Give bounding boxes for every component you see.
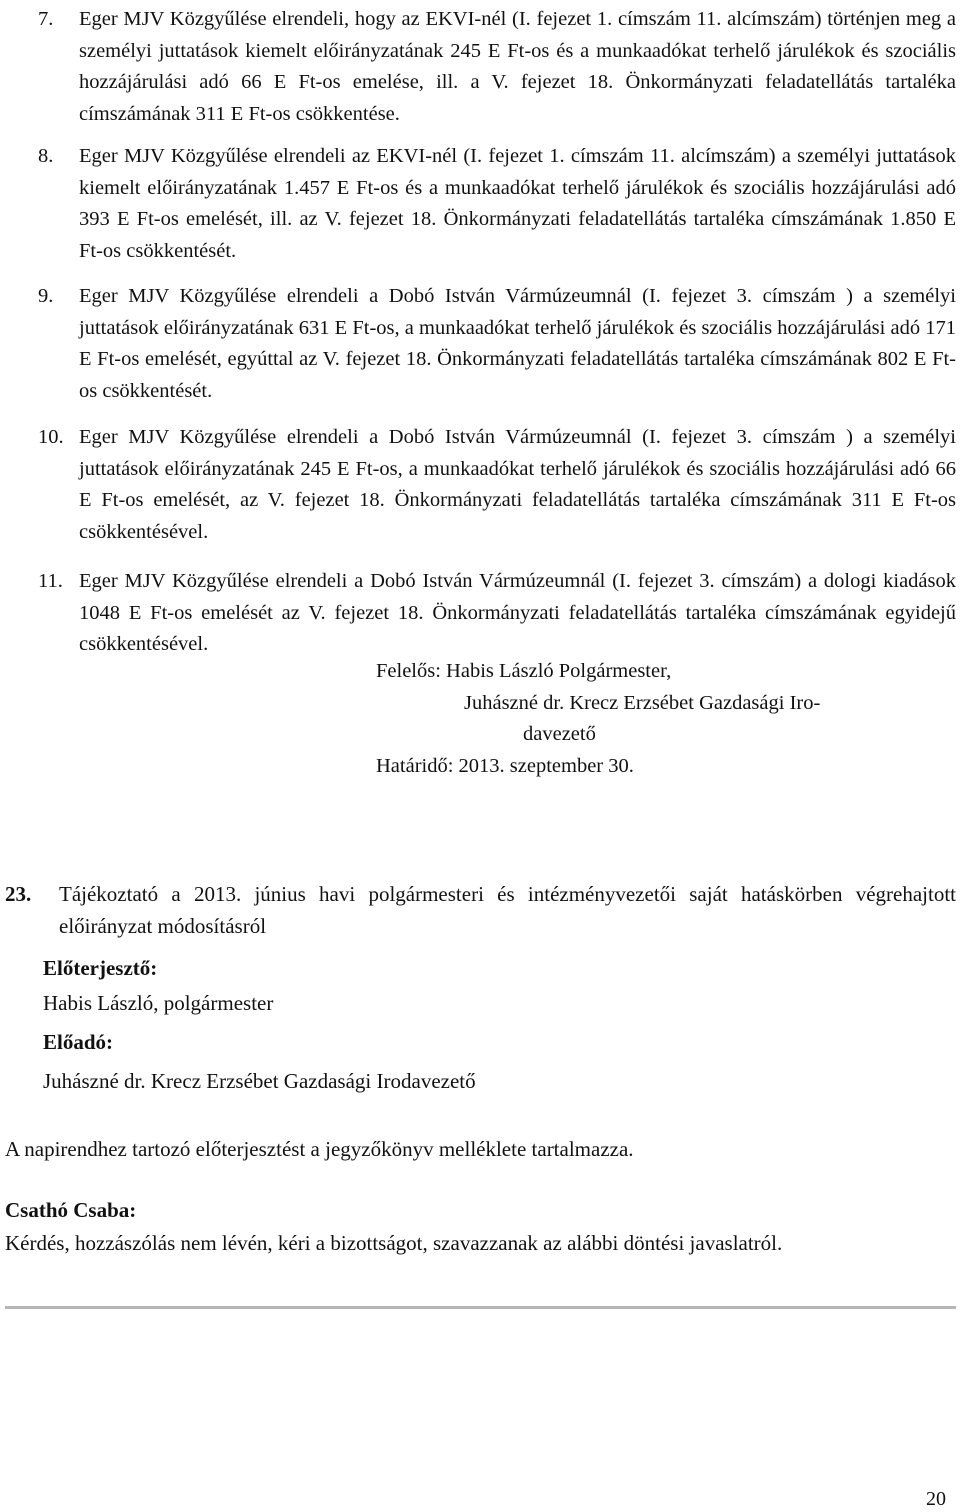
item-text: Eger MJV Közgyűlése elrendeli a Dobó István Vármúzeumnál (I. fejezet 3. címszám) a dologi kiadások 1048 E Ft-os emelését az V. fejezet 18. Önkormányzati feladatellátás tartaléka címszámának egyidejű csökkentésével.: [79, 570, 956, 655]
chair-text: Kérdés, hozzászólás nem lévén, kéri a bizottságot, szavazzanak az alábbi döntési javaslatról.: [5, 1231, 783, 1255]
item-number: 10.: [38, 426, 64, 448]
item-number: 7.: [38, 8, 54, 30]
chair-label: Csathó Csaba:: [5, 1198, 137, 1222]
item-text: Eger MJV Közgyűlése elrendeli a Dobó István Vármúzeumnál (I. fejezet 3. címszám ) a személyi juttatások előirányzatának 631 E Ft-os, a munkaadókat terhelő járulékok és szociális hozzájárulási adó 171 E Ft-os emelését, egyúttal az V. fejezet 18. Önkormányzati feladatellátás tartaléka címszámának 802 E Ft-os csökkentését.: [79, 285, 956, 402]
presenter-name: Habis László, polgármester: [43, 991, 274, 1015]
presenter-label: Előterjesztő:: [43, 956, 158, 980]
agenda-title: Tájékoztató a 2013. június havi polgármesteri és intézményvezetői saját hatáskörben végrehajtott előirányzat módosításról: [59, 882, 956, 938]
deadline: Határidő: 2013. szeptember 30.: [376, 754, 634, 777]
page-number: 20: [926, 1488, 946, 1510]
attachment-note: A napirendhez tartozó előterjesztést a jegyzőkönyv melléklete tartalmazza.: [5, 1137, 634, 1161]
item-text: Eger MJV Közgyűlése elrendeli, hogy az EKVI-nél (I. fejezet 1. címszám 11. alcímszám) történjen meg a személyi juttatások kiemelt előirányzatának 245 E Ft-os és a munkaadókat terhelő járulékok és szociális hozzájárulási adó 66 E Ft-os emelése, ill. a V. fejezet 18. Önkormányzati feladatellátás tartaléka címszámának 311 E Ft-os csökkentése.: [79, 8, 956, 125]
speaker-label: Előadó:: [43, 1030, 114, 1054]
responsible-block: [376, 656, 956, 782]
item-number: 9.: [38, 285, 54, 307]
item-number: 8.: [38, 145, 54, 167]
responsible-line: davezető: [523, 723, 596, 745]
item-number: 11.: [38, 570, 63, 592]
speaker-name: Juhászné dr. Krecz Erzsébet Gazdasági Irodavezető: [43, 1069, 476, 1093]
item-text: Eger MJV Közgyűlése elrendeli az EKVI-nél (I. fejezet 1. címszám 11. alcímszám) a személyi juttatások kiemelt előirányzatának 1.457 E Ft-os és a munkaadókat terhelő járulékok és szociális hozzájárulási adó 393 E Ft-os emelését, ill. az V. fejezet 18. Önkormányzati feladatellátás tartaléka címszámának 1.850 E Ft-os csökkentését.: [79, 145, 956, 262]
responsible-line: Juhászné dr. Krecz Erzsébet Gazdasági Iro-: [464, 691, 821, 714]
agenda-number: 23.: [5, 882, 32, 906]
horizontal-divider: [5, 1306, 956, 1309]
item-text: Eger MJV Közgyűlése elrendeli a Dobó István Vármúzeumnál (I. fejezet 3. címszám ) a személyi juttatások előirányzatának 245 E Ft-os, a munkaadókat terhelő járulékok és szociális hozzájárulási adó 66 E Ft-os emelését, az V. fejezet 18. Önkormányzati feladatellátás tartaléka címszámának 311 E Ft-os csökkentésével.: [79, 426, 956, 543]
responsible-line: Felelős: Habis László Polgármester,: [376, 660, 672, 682]
